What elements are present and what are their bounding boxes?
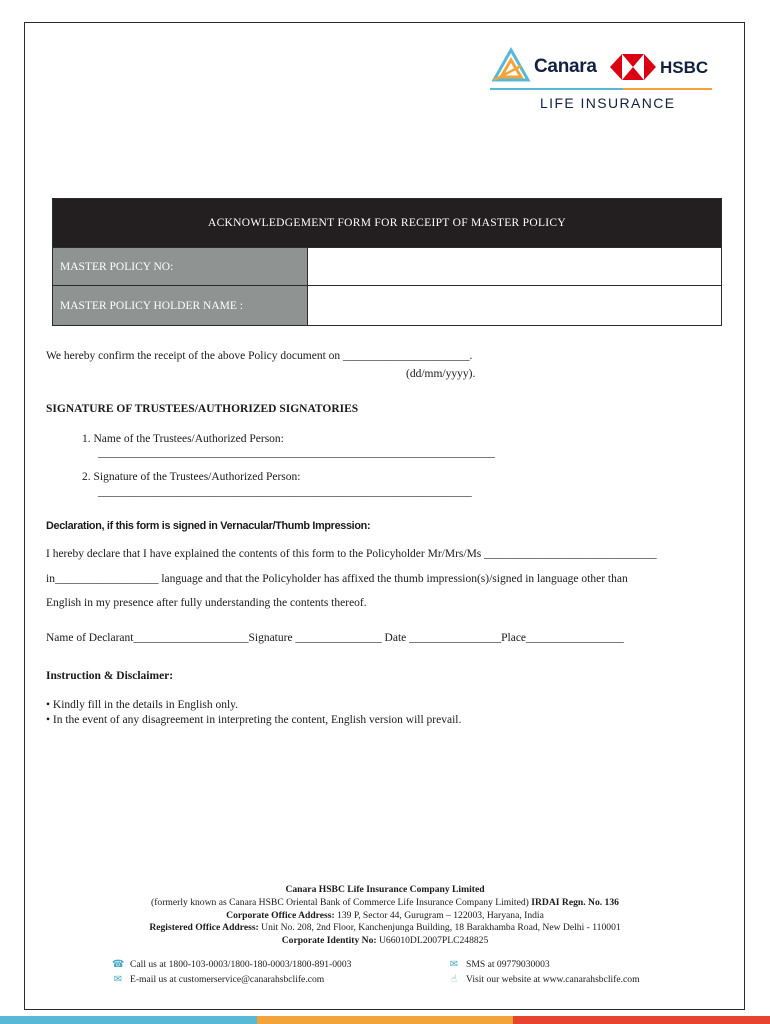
declaration-heading: Declaration, if this form is signed in Vernacular/Thumb Impression:	[46, 520, 371, 532]
footer-registered-office	[100, 922, 670, 933]
phone-icon: ☎	[112, 958, 125, 970]
brand-canara: Canara	[534, 56, 597, 77]
instructions-heading: Instruction & Disclaimer:	[46, 670, 174, 682]
brand-color-stripe	[0, 1016, 770, 1024]
footer-irdai: IRDAI Regn. No. 136	[531, 897, 619, 908]
sms-text: SMS at 09779030003	[466, 959, 550, 970]
contact-sms	[448, 959, 550, 970]
instruction-item: • Kindly fill in the details in English only.	[46, 699, 239, 711]
label-policy-holder-name: MASTER POLICY HOLDER NAME :	[53, 286, 308, 325]
trustee-signature-line[interactable]: _________________________________________________________________	[98, 486, 472, 498]
corp-office-value: 139 P, Sector 44, Gurugram – 122003, Haryana, India	[337, 910, 544, 921]
footer-formerly-text: (formerly known as Canara HSBC Oriental Bank of Commerce Life Insurance Company Limited)	[151, 897, 529, 908]
contact-email	[112, 974, 324, 985]
label-master-policy-no: MASTER POLICY NO:	[53, 248, 308, 285]
website-text[interactable]: Visit our website at www.canarahsbclife.com	[466, 974, 640, 985]
stripe-segment	[0, 1016, 257, 1024]
contact-call	[112, 959, 351, 970]
declaration-line-3: English in my presence after fully understanding the contents thereof.	[46, 597, 367, 609]
website-icon: ☝	[450, 973, 458, 985]
contact-website	[448, 974, 640, 985]
confirmation-text: We hereby confirm the receipt of the above Policy document on ______________________.	[46, 350, 473, 362]
email-text[interactable]: E-mail us at customerservice@canarahsbclife.com	[130, 974, 325, 985]
declaration-line-2: in__________________ language and that the Policyholder has affixed the thumb impression(s)/signed in language other than	[46, 573, 628, 585]
date-format-hint: (dd/mm/yyyy).	[406, 368, 476, 380]
trustee-name-label: 1. Name of the Trustees/Authorized Person:	[82, 433, 284, 445]
brand-hsbc: HSBC	[660, 58, 709, 77]
form-title: ACKNOWLEDGEMENT FORM FOR RECEIPT OF MASTER POLICY	[53, 199, 721, 247]
cin-value: U66010DL2007PLC248825	[379, 935, 489, 946]
trustee-name-line[interactable]: _____________________________________________________________________	[98, 447, 495, 459]
instruction-item: • In the event of any disagreement in interpreting the content, English version will prevail.	[46, 714, 462, 726]
logo-divider	[490, 88, 712, 90]
footer-formerly	[100, 897, 670, 908]
declaration-line-1: I hereby declare that I have explained the contents of this form to the Policyholder Mr/Mrs/Ms ______________________________	[46, 548, 657, 560]
row-master-policy-no	[53, 247, 721, 285]
footer-company-name: Canara HSBC Life Insurance Company Limited	[285, 884, 485, 895]
footer-corporate-office	[100, 910, 670, 921]
signature-heading: SIGNATURE OF TRUSTEES/AUTHORIZED SIGNATORIES	[46, 403, 359, 415]
master-policy-no-field[interactable]	[308, 248, 721, 285]
hsbc-hexagon-icon	[610, 54, 656, 80]
stripe-segment	[257, 1016, 514, 1024]
trustee-signature-label: 2. Signature of the Trustees/Authorized Person:	[82, 471, 301, 483]
company-logo	[490, 44, 714, 116]
reg-office-label: Registered Office Address:	[149, 922, 259, 933]
master-policy-table	[52, 198, 722, 326]
declarant-fields: Name of Declarant____________________Signature _______________ Date ________________Place_________________	[46, 632, 624, 644]
cin-label: Corporate Identity No:	[281, 935, 377, 946]
brand-tagline: LIFE INSURANCE	[540, 95, 676, 111]
reg-office-value: Unit No. 208, 2nd Floor, Kanchenjunga Building, 18 Barakhamba Road, New Delhi - 110001	[261, 922, 621, 933]
sms-icon: ✉	[449, 958, 459, 970]
corp-office-label: Corporate Office Address:	[226, 910, 335, 921]
stripe-segment	[513, 1016, 770, 1024]
email-icon: ✉	[113, 973, 123, 985]
page-border	[24, 22, 745, 1010]
policy-holder-name-field[interactable]	[308, 286, 721, 325]
call-text: Call us at 1800-103-0003/1800-180-0003/1800-891-0003	[130, 959, 352, 970]
canara-logo-icon	[490, 46, 532, 86]
footer-cin	[100, 935, 670, 946]
row-policy-holder-name	[53, 285, 721, 325]
